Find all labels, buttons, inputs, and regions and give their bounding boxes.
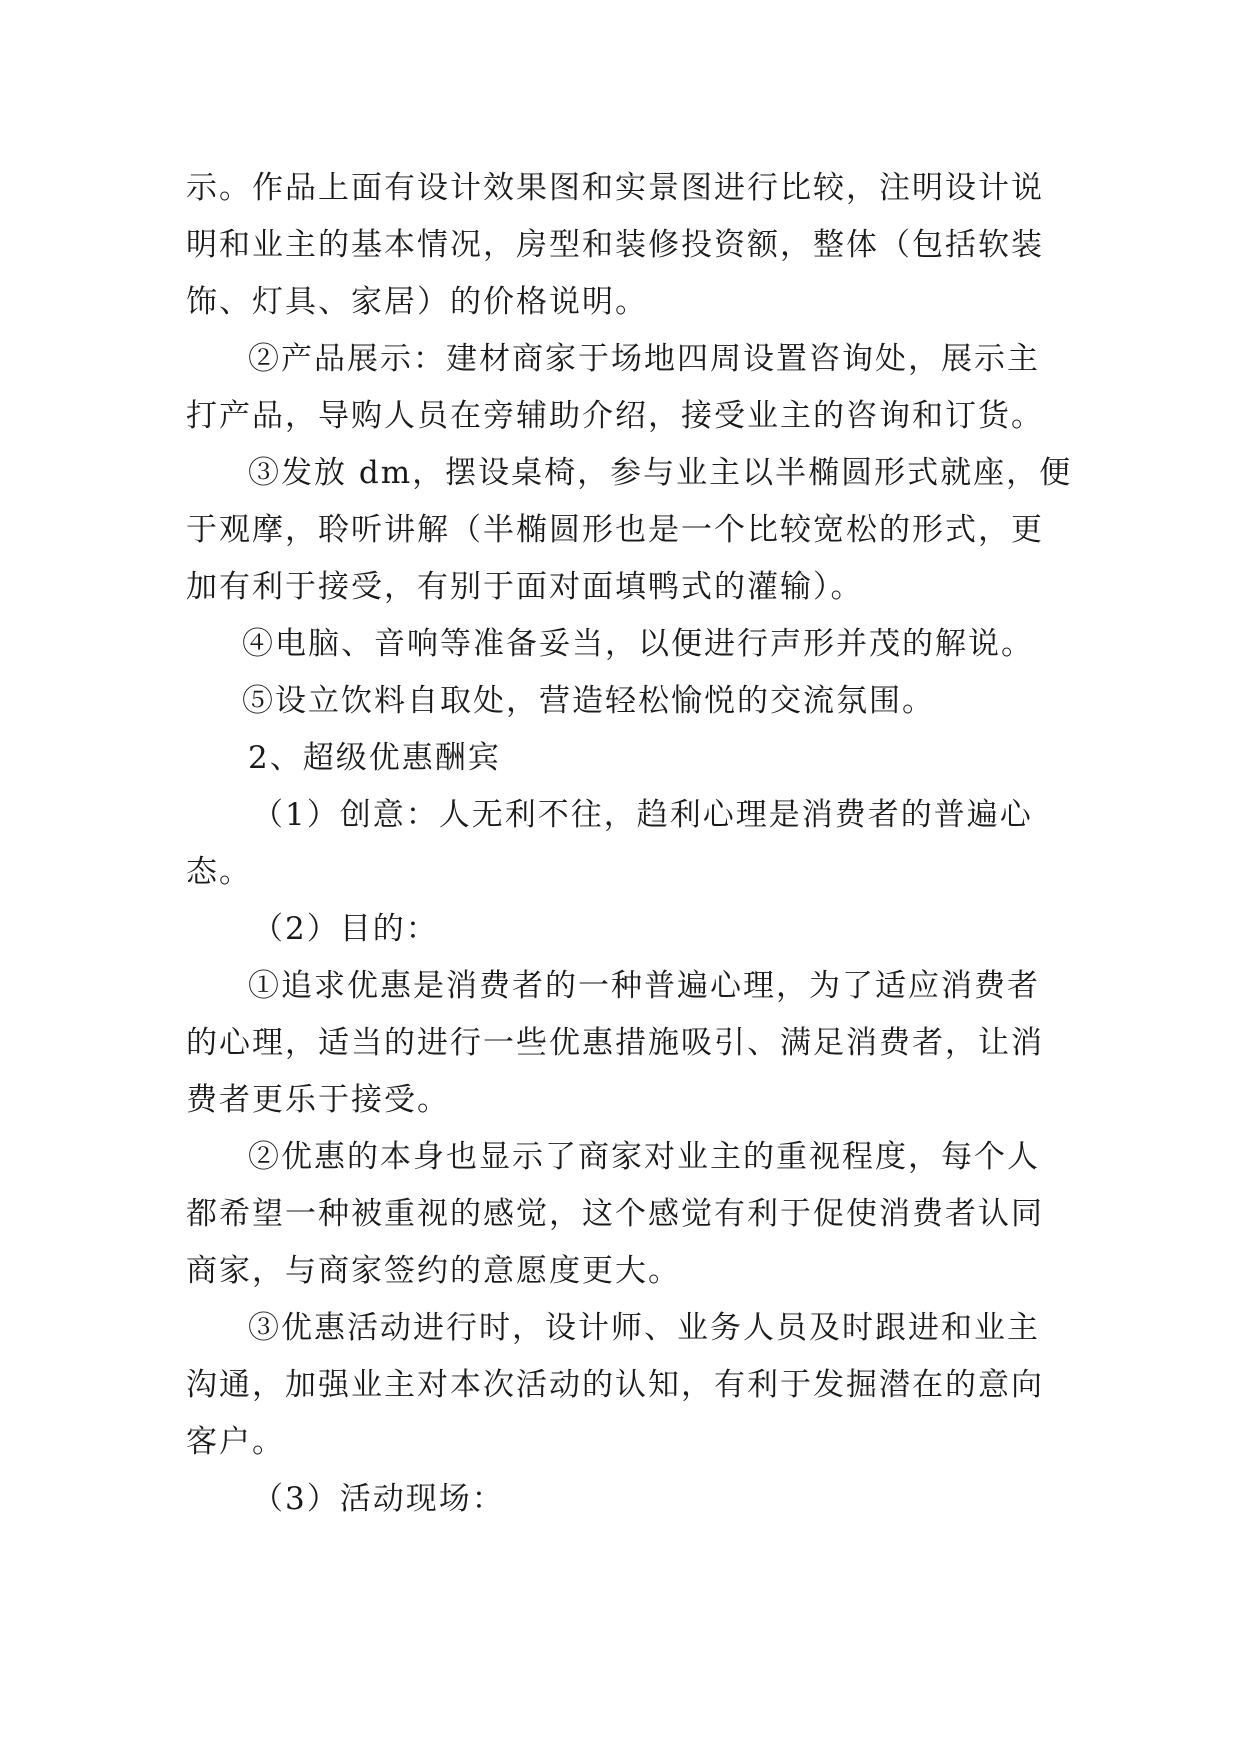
text-line: ③发放 dm，摆设桌椅，参与业主以半椭圆形式就座，便 <box>248 455 1073 491</box>
text-line: 示。作品上面有设计效果图和实景图进行比较，注明设计说 <box>186 170 1044 206</box>
text-line: 加有利于接受，有别于面对面填鸭式的灌输）。 <box>186 569 864 605</box>
text-line: 明和业主的基本情况，房型和装修投资额，整体（包括软装 <box>186 227 1044 263</box>
text-line: 打产品，导购人员在旁辅助介绍，接受业主的咨询和订货。 <box>186 398 1044 434</box>
text-line: （1）创意：人无利不往，趋利心理是消费者的普遍心 <box>252 797 1033 833</box>
text-line: ①追求优惠是消费者的一种普遍心理，为了适应消费者 <box>248 968 1040 1004</box>
document-body <box>186 160 1076 1528</box>
text-line: 商家，与商家签约的意愿度更大。 <box>186 1253 681 1289</box>
text-line: （3）活动现场： <box>252 1481 505 1517</box>
text-line: ③优惠活动进行时，设计师、业务人员及时跟进和业主 <box>248 1310 1040 1346</box>
text-line: 于观摩，聆听讲解（半椭圆形也是一个比较宽松的形式，更 <box>186 512 1044 548</box>
text-line: 饰、灯具、家居）的价格说明。 <box>186 284 648 320</box>
text-line: ⑤设立饮料自取处，营造轻松愉悦的交流氛围。 <box>242 683 935 719</box>
text-line: 客户。 <box>186 1424 285 1460</box>
text-line: ②产品展示：建材商家于场地四周设置咨询处，展示主 <box>248 341 1040 377</box>
text-line: 都希望一种被重视的感觉，这个感觉有利于促使消费者认同 <box>186 1196 1044 1232</box>
text-line: 费者更乐于接受。 <box>186 1082 450 1118</box>
text-line: 的心理，适当的进行一些优惠措施吸引、满足消费者，让消 <box>186 1025 1044 1061</box>
text-line: （2）目的： <box>252 911 439 947</box>
text-line: 态。 <box>186 854 252 890</box>
section-heading: 2、超级优惠酬宾 <box>248 740 501 776</box>
text-line: ②优惠的本身也显示了商家对业主的重视程度，每个人 <box>248 1139 1040 1175</box>
text-line: ④电脑、音响等准备妥当，以便进行声形并茂的解说。 <box>242 626 1034 662</box>
text-line: 沟通，加强业主对本次活动的认知，有利于发掘潜在的意向 <box>186 1367 1044 1403</box>
